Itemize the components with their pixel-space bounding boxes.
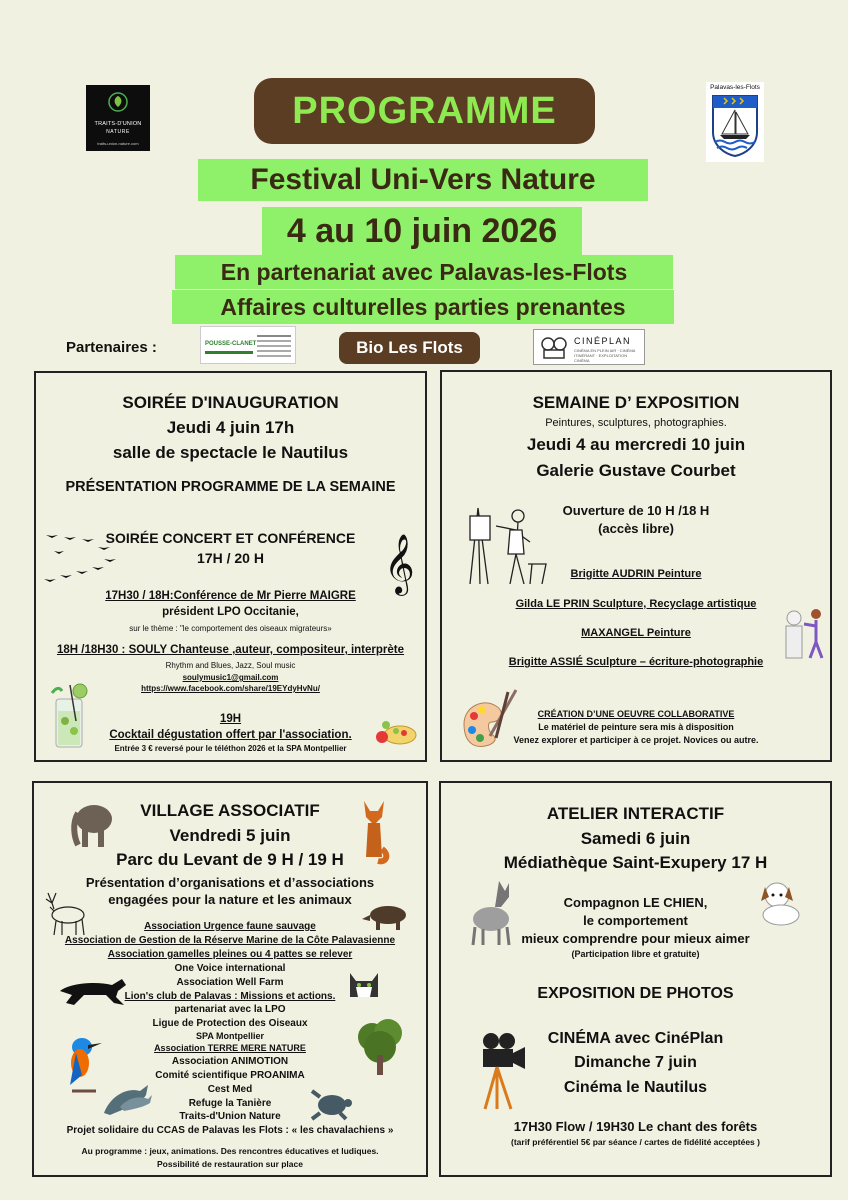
cinema-title: CINÉMA avec CinéPlan — [547, 1030, 724, 1047]
collab-title: CRÉATION D’UNE OEUVRE COLLABORATIVE — [537, 709, 735, 719]
cat-icon — [346, 969, 382, 1001]
collab-line-1: Le matériel de peinture sera mis à disposition — [538, 722, 734, 732]
dog-icon — [753, 879, 805, 929]
exposition-panel — [440, 370, 832, 762]
page-title: PROGRAMME — [254, 78, 595, 144]
inauguration-panel — [34, 371, 427, 762]
food-bowl-icon — [374, 711, 420, 751]
opening-hours: Ouverture de 10 H /18 H — [562, 503, 710, 518]
festival-name: Festival Uni-Vers Nature — [198, 159, 648, 201]
village-title: VILLAGE ASSOCIATIF — [140, 801, 320, 820]
bio-les-flots-badge: Bio Les Flots — [339, 332, 480, 364]
running-dog-icon — [56, 973, 130, 1007]
film-projector-icon — [540, 336, 568, 360]
tree-icon — [352, 1015, 410, 1077]
association-2: Association de Gestion de la Réserve Marine de la Côte Palavasienne — [64, 935, 396, 946]
access-info: (accès libre) — [598, 521, 674, 536]
logo-line-2: NATURE — [106, 129, 130, 135]
collab-line-2: Venez explorer et participer à ce projet. Novices ou autre. — [513, 735, 759, 745]
cinema-tarif: (tarif préférentiel 5€ par séance / cartes de fidélité acceptées ) — [511, 1137, 760, 1147]
village-footer-2: Possibilité de restauration sur place — [157, 1159, 303, 1169]
festival-dates: 4 au 10 juin 2026 — [262, 207, 582, 255]
association-15: Traits-d'Union Nature — [179, 1111, 281, 1122]
conference-line-2: président LPO Occitanie, — [162, 606, 299, 618]
conference-theme: sur le thème : "le comportement des oiseaux migrateurs» — [129, 624, 332, 633]
film-schedule: 17H30 Flow / 19H30 Le chant des forêts — [513, 1119, 758, 1134]
atelier-panel — [439, 781, 832, 1177]
village-date: Vendredi 5 juin — [169, 826, 291, 845]
atelier-line-1: Compagnon LE CHIEN, — [563, 895, 708, 910]
village-panel — [32, 781, 428, 1177]
cinema-place: Cinéma le Nautilus — [563, 1079, 708, 1096]
village-intro-2: engagées pour la nature et les animaux — [108, 892, 352, 907]
palavas-coat-of-arms — [706, 82, 764, 162]
artist-le-prin: Gilda LE PRIN Sculpture, Recyclage artistique — [515, 598, 757, 610]
partnership-line-2: Affaires culturelles parties prenantes — [172, 290, 674, 324]
svg-text:𝄞: 𝄞 — [384, 534, 415, 594]
atelier-line-3: mieux comprendre pour mieux aimer — [521, 931, 750, 946]
shield-icon — [710, 94, 760, 158]
association-6: Lion's club de Palavas : Missions et actions. — [124, 991, 336, 1002]
conference-line-1: 17H30 / 18H:Conférence de Mr Pierre MAIGRE — [105, 590, 356, 602]
paint-palette-icon — [460, 686, 522, 756]
cineplan-subtitle: CINÉMA EN PLEIN AIR · CINÉMA ITINÉRANT · EXPLOITATION CINÉMA — [574, 348, 636, 363]
atelier-line-2: le comportement — [583, 913, 688, 928]
association-3: Association gamelles pleines ou 4 pattes se relever — [107, 949, 353, 960]
exposition-title: SEMAINE D’ EXPOSITION — [532, 393, 740, 412]
souly-facebook-link[interactable]: https://www.facebook.com/share/19EYdyHvNu/ — [141, 684, 320, 693]
artist-audrin: Brigitte AUDRIN Peinture — [570, 568, 702, 580]
cinema-date: Dimanche 7 juin — [574, 1054, 697, 1071]
concert-time: 17H / 20 H — [197, 550, 264, 566]
association-4: One Voice international — [174, 963, 286, 974]
logo-line-3: traits-union-nature.com — [97, 141, 139, 146]
entry-price: Entrée 3 € reversé pour le téléthon 2026 et la SPA Montpellier — [114, 744, 347, 753]
participation-info: (Participation libre et gratuite) — [571, 949, 700, 959]
partners-label: Partenaires : — [66, 339, 157, 356]
kingfisher-icon — [62, 1025, 102, 1095]
sculptor-icon — [782, 602, 826, 660]
photo-exhibition-title: EXPOSITION DE PHOTOS — [537, 985, 734, 1002]
pousse-clanet-name: POUSSE-CLANET — [205, 341, 257, 347]
artist-maxangel: MAXANGEL Peinture — [581, 627, 691, 639]
partnership-line-1: En partenariat avec Palavas-les-Flots — [175, 255, 673, 289]
association-1: Association Urgence faune sauvage — [144, 921, 316, 932]
sea-turtle-icon — [308, 1087, 354, 1121]
exposition-subtitle: Peintures, sculptures, photographies. — [545, 417, 727, 429]
atelier-date: Samedi 6 juin — [580, 829, 691, 848]
logo-line-1: TRAITS-D'UNION — [94, 121, 142, 127]
association-11: Association ANIMOTION — [171, 1056, 289, 1067]
association-12: Comité scientifique PROANIMA — [155, 1070, 305, 1081]
cineplan-name: CINÉPLAN — [574, 336, 632, 346]
fox-icon — [356, 797, 392, 865]
program-presentation: PRÉSENTATION PROGRAMME DE LA SEMAINE — [65, 479, 396, 495]
village-intro-1: Présentation d’organisations et d’associations — [85, 875, 375, 890]
souly-genres: Rhythm and Blues, Jazz, Soul music — [165, 661, 296, 670]
souly-email[interactable]: soulymusic1@gmail.com — [182, 673, 279, 682]
cocktail-text: Cocktail dégustation offert par l'association. — [109, 729, 352, 741]
leaf-icon — [107, 91, 129, 113]
inauguration-date: Jeudi 4 juin 17h — [166, 418, 295, 437]
association-14: Refuge la Tanière — [188, 1098, 272, 1109]
souly-line: 18H /18H30 : SOULY Chanteuse ,auteur, compositeur, interprète — [56, 644, 405, 656]
association-5: Association Well Farm — [176, 977, 284, 988]
concert-title: SOIRÉE CONCERT ET CONFÉRENCE — [105, 530, 356, 546]
association-8: Ligue de Protection des Oiseaux — [152, 1018, 308, 1029]
village-footer-1: Au programme : jeux, animations. Des rencontres éducatives et ludiques. — [81, 1146, 379, 1156]
exposition-dates: Jeudi 4 au mercredi 10 juin — [526, 435, 746, 454]
association-10: Association TERRE MERE NATURE — [154, 1043, 306, 1053]
treble-clef-icon — [384, 531, 415, 594]
dolphins-icon — [100, 1077, 154, 1119]
atelier-place: Médiathèque Saint-Exupery 17 H — [503, 853, 768, 872]
inauguration-place: salle de spectacle le Nautilus — [112, 443, 349, 462]
traits-union-logo — [86, 85, 150, 151]
exposition-place: Galerie Gustave Courbet — [536, 461, 736, 480]
atelier-title: ATELIER INTERACTIF — [546, 804, 725, 823]
association-16: Projet solidaire du CCAS de Palavas les Flots : « les chavalachiens » — [66, 1125, 394, 1136]
village-place: Parc du Levant de 9 H / 19 H — [116, 850, 344, 869]
inauguration-title: SOIRÉE D'INAUGURATION — [122, 393, 339, 412]
pousse-clanet-logo — [200, 326, 296, 364]
association-7: partenariat avec la LPO — [174, 1004, 286, 1015]
association-13: Cest Med — [207, 1084, 253, 1095]
palavas-logo-name: Palavas-les-Flots — [710, 84, 760, 91]
artist-assie: Brigitte ASSIÉ Sculpture – écriture-photographie — [508, 656, 764, 668]
cocktail-time: 19H — [219, 713, 242, 725]
association-9: SPA Montpellier — [195, 1031, 264, 1041]
cineplan-logo — [533, 329, 645, 365]
